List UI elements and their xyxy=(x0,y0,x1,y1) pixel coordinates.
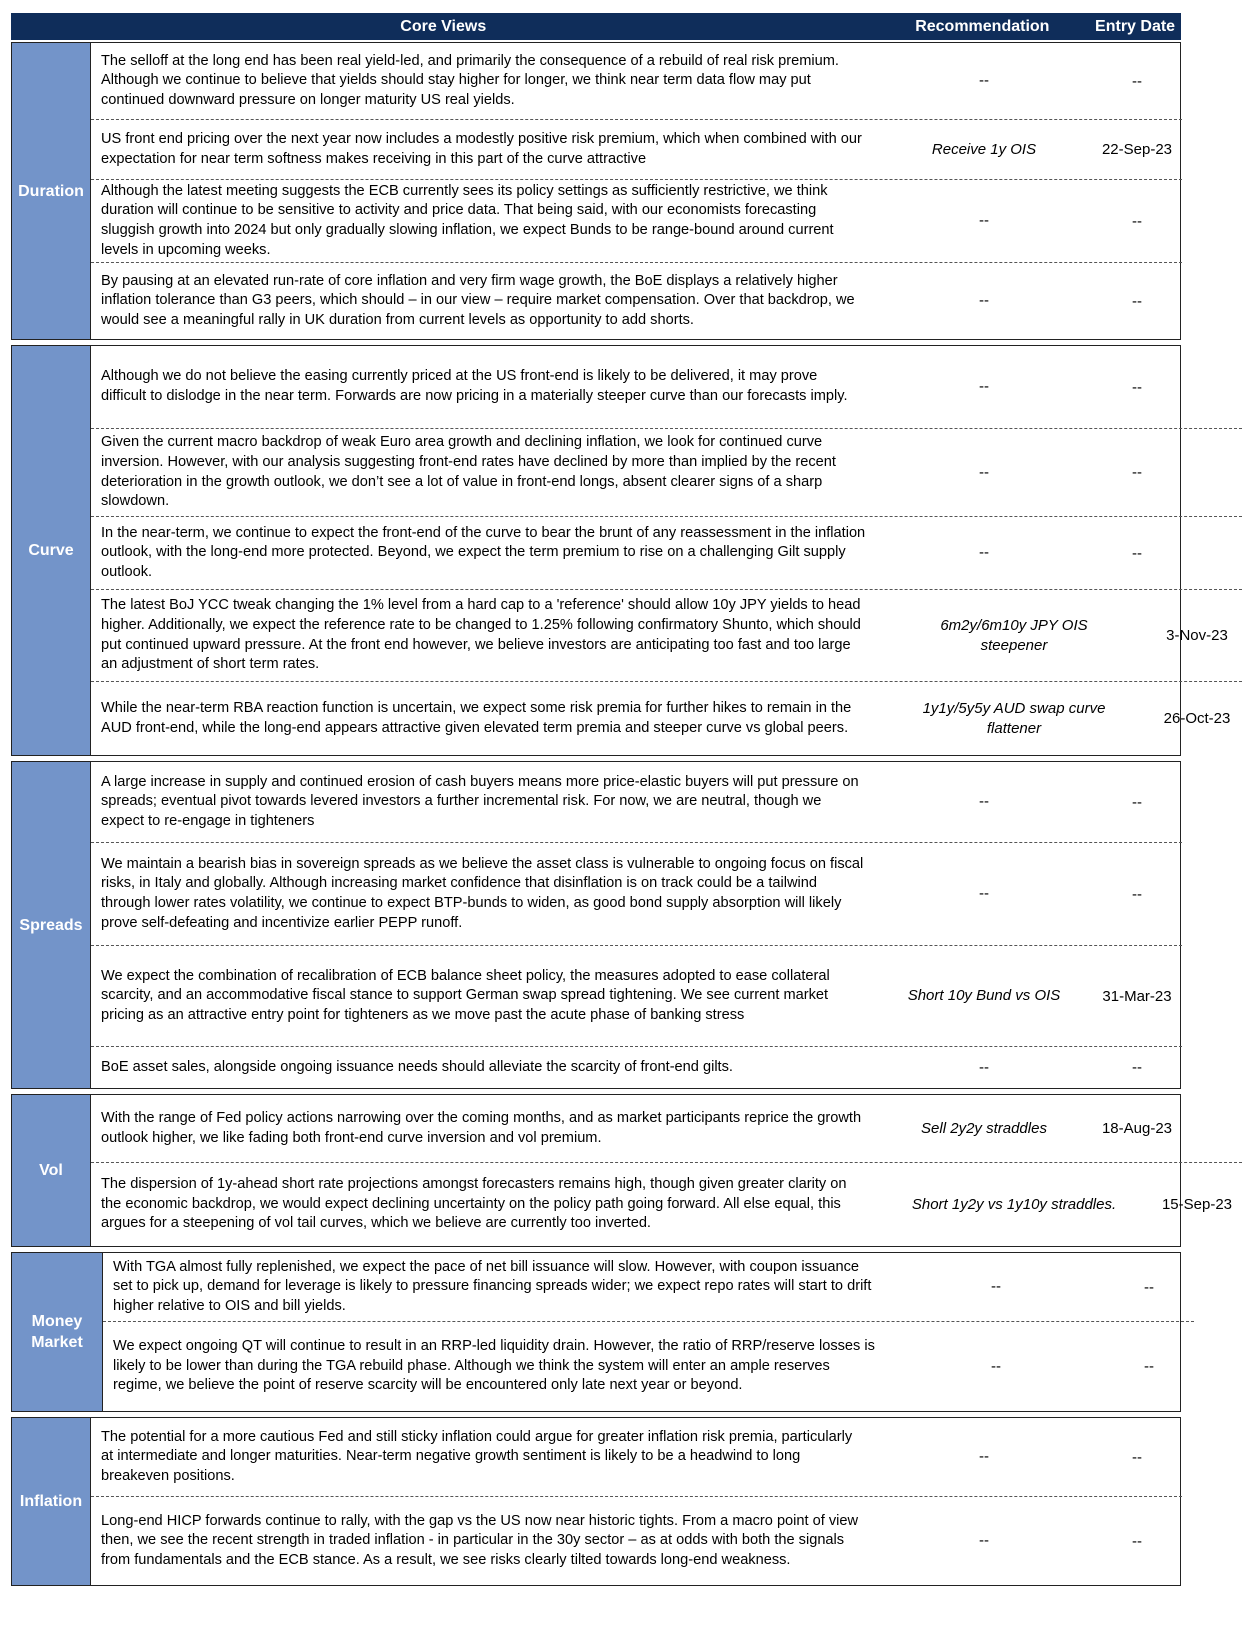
recommendation-cell: Sell 2y2y straddles xyxy=(921,1119,1047,1137)
table-row xyxy=(103,1253,1194,1321)
entry-date-cell: -- xyxy=(1132,292,1142,310)
header-core-views: Core Views xyxy=(400,17,487,35)
recommendation-cell: -- xyxy=(979,72,989,89)
recommendation-cell: -- xyxy=(979,885,989,902)
table-row xyxy=(91,1418,1182,1496)
table-row xyxy=(91,945,1182,1046)
core-view-text: We expect the combination of recalibration of ECB balance sheet policy, the measures adopted to ease collateral scarcity, and an accommodative fiscal stance to support German swap spread tightening. We see current market pricing as an attractive entry point for tighteners as we move past the acute phase of banking stress xyxy=(101,967,830,1023)
recommendation-cell: 1y1y/5y5y AUD swap curve flattener xyxy=(922,699,1106,737)
core-view-text: The potential for a more cautious Fed and still sticky inflation could argue for greater inflation risk premia, particularly at intermediate and longer maturities. Near-term negative growth sentiment is likely to be a headwind to long breakeven positions. xyxy=(101,1428,853,1484)
category-label: Curve xyxy=(12,346,90,755)
entry-date-cell: 22-Sep-23 xyxy=(1101,141,1173,158)
recommendation-cell: -- xyxy=(979,793,989,810)
recommendation-cell: -- xyxy=(991,1357,1001,1375)
category-label: Inflation xyxy=(12,1418,90,1585)
entry-date-cell: -- xyxy=(1132,72,1142,90)
section-spreads xyxy=(11,761,1181,1089)
entry-date-cell: -- xyxy=(1144,1278,1154,1296)
core-view-text: Although we do not believe the easing currently priced at the US front-end is likely to be delivered, it may prove difficult to dislodge in the near term. Forwards are now pricing in a materially steeper curve than our forecasts imply. xyxy=(101,368,848,404)
core-view-text: We maintain a bearish bias in sovereign spreads as we believe the asset class is vulnerable to ongoing focus on fiscal risks, in Italy and globally. Although increasing market confidence that disinflation is on track could be a tailwind through lower rates volatility, we continue to expect BTP-bunds to widen, as good bond supply absorption will likely prove self-defeating and incentivize earlier PEPP runoff. xyxy=(101,855,864,931)
table-row xyxy=(91,681,1242,755)
section-rows xyxy=(90,43,1182,339)
category-label: Spreads xyxy=(12,762,90,1088)
category-label: Vol xyxy=(12,1095,90,1246)
core-view-text: While the near-term RBA reaction function is uncertain, we expect some risk premia for further hikes to remain in the AUD front-end, while the long-end appears attractive given elevated term premia and steeper curve vs global peers. xyxy=(101,699,852,736)
core-view-text: With TGA almost fully replenished, we expect the pace of net bill issuance will slow. However, with coupon issuance set to pick up, demand for leverage is likely to pressure financing spreads wider; we expect repo rates will start to drift higher relative to OIS and bill yields. xyxy=(113,1258,872,1314)
entry-date-cell: 26-Oct-23 xyxy=(1163,710,1231,727)
core-view-text: The latest BoJ YCC tweak changing the 1% level from a hard cap to a 'reference' should allow 10y JPY yields to head higher. Additionally, we expect the reference rate to be changed to 1.25% following confirmatory Shunto, which should put continued upward pressure. At the front end however, we believe investors are anticipating too fast and too large an adjustment of short term rates. xyxy=(101,597,861,673)
section-rows xyxy=(90,1095,1242,1246)
entry-date-cell: -- xyxy=(1132,212,1142,230)
section-duration xyxy=(11,42,1181,340)
core-view-text: Long-end HICP forwards continue to rally, with the gap vs the US now near historic tights. From a macro point of view then, we see the recent strength in traded inflation - in particular in the 30y sector – as at odds with both the signals from fundamentals and the ECB stance. As a result, we see risks clearly tilted towards long-end weakness. xyxy=(101,1512,859,1568)
entry-date-cell: -- xyxy=(1132,544,1142,562)
header-entry-date: Entry Date xyxy=(1095,17,1176,35)
core-view-text: By pausing at an elevated run-rate of core inflation and very firm wage growth, the BoE displays a relatively higher inflation tolerance than G3 peers, which should – in our view – require market compensation. Over that backdrop, we would see a meaningful rally in UK duration from current levels as opportunity to add shorts. xyxy=(101,272,855,328)
recommendation-cell: Short 1y2y vs 1y10y straddles. xyxy=(911,1195,1117,1213)
entry-date-cell: -- xyxy=(1132,793,1142,811)
table-row xyxy=(91,119,1182,179)
core-view-text: The selloff at the long end has been real yield-led, and primarily the consequence of a rebuild of real risk premium. Although we continue to believe that yields should stay higher for longer, we think near term data flow may put continued downward pressure on longer maturity US real yields. xyxy=(101,52,839,108)
recommendation-cell: 6m2y/6m10y JPY OIS steepener xyxy=(940,616,1088,654)
section-curve xyxy=(11,345,1231,756)
core-view-text: US front end pricing over the next year now includes a modestly positive risk premium, which when combined with our expectation for near term softness makes receiving in this part of the curve attractive xyxy=(101,130,862,167)
table-row xyxy=(91,179,1182,262)
recommendation-cell: -- xyxy=(979,463,989,481)
table-row xyxy=(91,1496,1182,1585)
table-header xyxy=(11,13,1181,40)
recommendation-cell: -- xyxy=(979,212,989,229)
table-row xyxy=(91,428,1242,516)
category-label: Duration xyxy=(12,43,90,339)
table-body xyxy=(11,42,1233,1586)
core-view-text: With the range of Fed policy actions narrowing over the coming months, and as market participants reprice the growth outlook higher, we like fading both front-end curve inversion and vol premium. xyxy=(101,1109,862,1146)
recommendation-cell: -- xyxy=(979,544,989,561)
recommendation-cell: -- xyxy=(991,1278,1001,1295)
entry-date-cell: -- xyxy=(1132,464,1142,481)
core-view-text: We expect ongoing QT will continue to result in an RRP-led liquidity drain. However, the ratio of RRP/reserve losses is likely to be lower than during the TGA rebuild phase. Although we think the system will enter an ample reserves regime, we believe the point of reserve scarcity will be encountered only late next year or beyond. xyxy=(113,1338,875,1394)
recommendation-cell: Short 10y Bund vs OIS xyxy=(907,987,1061,1004)
recommendation-cell: -- xyxy=(979,1448,989,1465)
core-view-text: In the near-term, we continue to expect the front-end of the curve to bear the brunt of any reassessment in the inflation outlook, with the long-end more protected. Beyond, we expect the term premium to rise on a challenging Gilt supply outlook. xyxy=(101,524,866,580)
table-row xyxy=(91,842,1182,945)
table-row xyxy=(103,1321,1194,1411)
entry-date-cell: -- xyxy=(1132,885,1142,903)
section-rows xyxy=(102,1253,1194,1411)
table-row xyxy=(91,346,1242,428)
core-views-table xyxy=(11,13,1233,1586)
entry-date-cell: -- xyxy=(1132,1448,1142,1466)
entry-date-cell: -- xyxy=(1132,1059,1142,1076)
table-row xyxy=(91,589,1242,681)
section-money-market xyxy=(11,1252,1181,1412)
core-view-text: BoE asset sales, alongside ongoing issuance needs should alleviate the scarcity of front-end gilts. xyxy=(101,1058,733,1075)
core-view-text: Although the latest meeting suggests the ECB currently sees its policy settings as sufficiently restrictive, we think duration will continue to be sensitive to activity and price data. That being said, with our economists forecasting sluggish growth into 2024 but only gradually slowing inflation, we expect Bunds to be range-bound around current levels in upcoming weeks. xyxy=(101,182,834,258)
entry-date-cell: 18-Aug-23 xyxy=(1101,1120,1173,1137)
recommendation-cell: -- xyxy=(979,1058,989,1076)
table-row xyxy=(91,1046,1182,1088)
core-view-text: A large increase in supply and continued erosion of cash buyers means more price-elastic buyers will put pressure on spreads; eventual pivot towards levered investors a further incremental risk. For now, we are neutral, though we expect to re-engage in tighteners xyxy=(101,773,859,829)
table-row xyxy=(91,762,1182,842)
recommendation-cell: -- xyxy=(979,1532,989,1549)
section-inflation xyxy=(11,1417,1181,1586)
entry-date-cell: 3-Nov-23 xyxy=(1166,627,1228,644)
header-recommendation: Recommendation xyxy=(915,17,1050,35)
table-row xyxy=(91,1162,1242,1246)
entry-date-cell: 15-Sep-23 xyxy=(1161,1196,1233,1213)
recommendation-cell: Receive 1y OIS xyxy=(931,140,1037,158)
section-vol xyxy=(11,1094,1233,1247)
table-row xyxy=(91,43,1182,119)
section-rows xyxy=(90,762,1182,1088)
core-view-text: The dispersion of 1y-ahead short rate projections amongst forecasters remains high, though given greater clarity on the economic backdrop, we would expect declining uncertainty on the policy path going forward. All else equal, this argues for a steepening of vol tail curves, which we believe are currently too inverted. xyxy=(101,1176,847,1232)
entry-date-cell: -- xyxy=(1144,1358,1154,1375)
core-view-text: Given the current macro backdrop of weak Euro area growth and declining inflation, we look for continued curve inversion. However, with our analysis suggesting front-end rates have declined by more than implied by the recent deterioration in the growth outlook, we don’t see a lot of value in front-end longs, absent clearer signs of a sharp slowdown. xyxy=(101,434,836,510)
section-rows xyxy=(90,1418,1182,1585)
table-row xyxy=(91,262,1182,339)
recommendation-cell: -- xyxy=(979,378,989,395)
table-row xyxy=(91,1095,1242,1162)
entry-date-cell: 31-Mar-23 xyxy=(1102,987,1172,1005)
entry-date-cell: -- xyxy=(1132,1532,1142,1550)
table-row xyxy=(91,516,1242,589)
recommendation-cell: -- xyxy=(979,292,989,309)
entry-date-cell: -- xyxy=(1132,378,1142,396)
category-label: Money Market xyxy=(12,1253,102,1411)
section-rows xyxy=(90,346,1242,755)
